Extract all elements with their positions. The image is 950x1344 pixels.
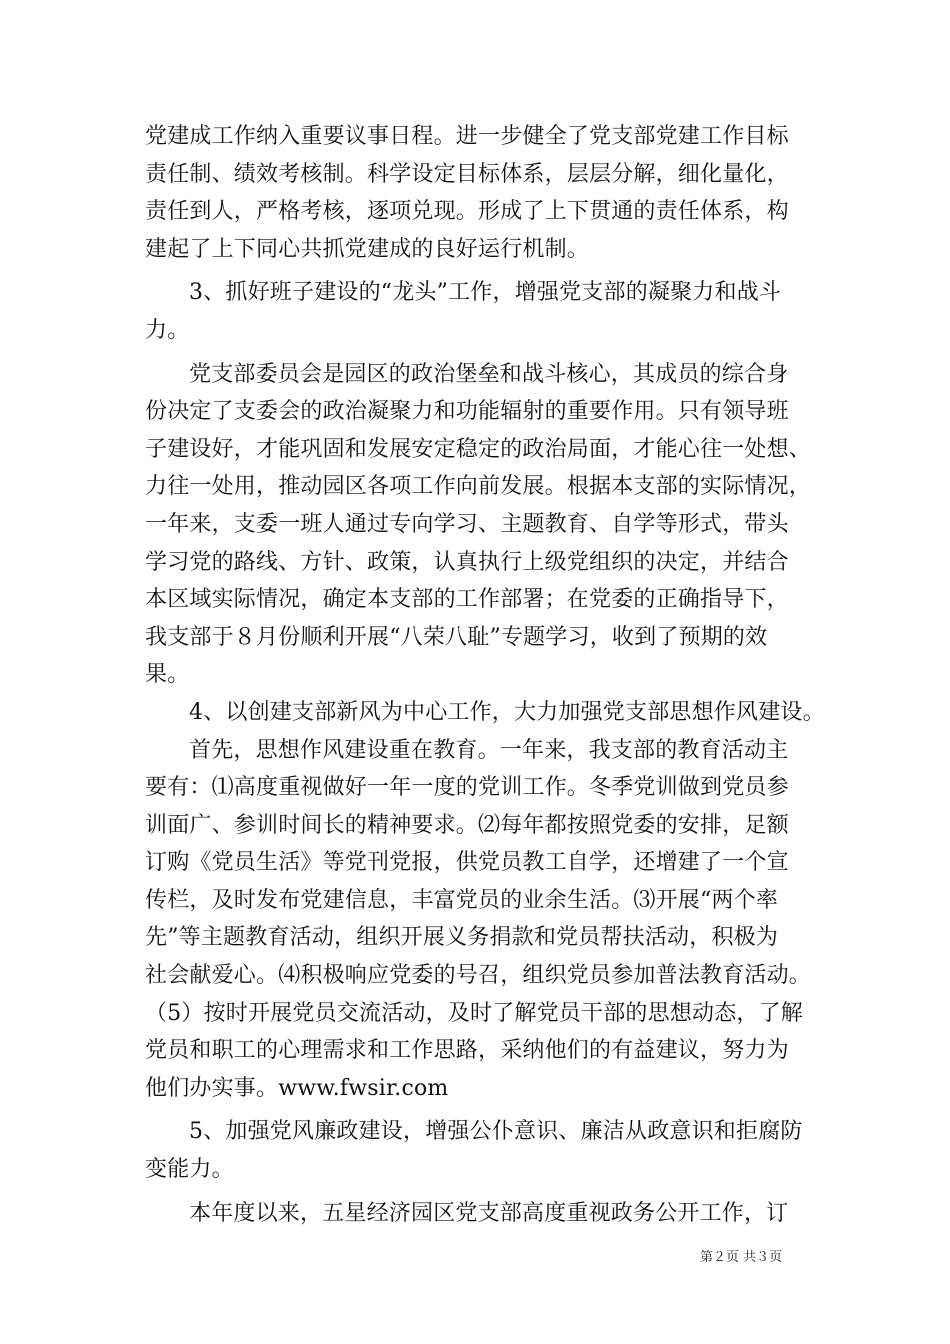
page-number: 第２页 共３页 <box>700 1250 783 1265</box>
text-line: 学习党的路线、方针、政策，认真执行上级党组织的决定，并结合 <box>145 549 789 575</box>
section-heading-4: 4、以创建支部新风为中心工作，大力加强党支部思想作风建设。 <box>189 699 825 725</box>
text-line: 力。 <box>145 317 190 343</box>
text-line: 果。 <box>145 662 190 688</box>
text-line: 份决定了支委会的政治凝聚力和功能辐射的重要作用。只有领导班 <box>145 399 789 425</box>
text-line: 本区域实际情况，确定本支部的工作部署；在党委的正确指导下， <box>145 587 789 613</box>
text-line: 建起了上下同心共抓党建成的良好运行机制。 <box>145 236 590 262</box>
text-line: 订购《党员生活》等党刊党报，供党员教工自学，还增建了一个宣 <box>145 850 789 876</box>
text-line: 先”等主题教育活动，组织开展义务捐款和党员帮扶活动，积极为 <box>145 925 779 951</box>
text-line: 变能力。 <box>145 1157 234 1183</box>
text-line: 社会献爱心。⑷积极响应党委的号召，组织党员参加普法教育活动。 <box>145 963 812 989</box>
text-line: 要有：⑴高度重视做好一年一度的党训工作。冬季党训做到党员参 <box>145 775 789 801</box>
text-line: 党支部委员会是园区的政治堡垒和战斗核心，其成员的综合身 <box>189 361 789 387</box>
text-line: 传栏，及时发布党建信息，丰富党员的业余生活。⑶开展“两个率 <box>145 887 779 913</box>
text-line: 本年度以来，五星经济园区党支部高度重视政务公开工作，订 <box>189 1200 789 1226</box>
section-heading-3: 3、抓好班子建设的“龙头”工作，增强党支部的凝聚力和战斗 <box>189 280 782 306</box>
text-line: 首先，思想作风建设重在教育。一年来，我支部的教育活动主 <box>189 737 789 763</box>
document-body <box>145 118 825 1232</box>
text-line: 力往一处用，推动园区各项工作向前发展。根据本支部的实际情况， <box>145 474 812 500</box>
text-line: 他们办实事。www.fwsir.com <box>145 1075 449 1101</box>
section-heading-5: 5、加强党风廉政建设，增强公仆意识、廉洁从政意识和拒腐防 <box>189 1119 803 1145</box>
text-line: 党员和职工的心理需求和工作思路，采纳他们的有益建议，努力为 <box>145 1038 789 1064</box>
text-line: （5）按时开展党员交流活动，及时了解党员干部的思想动态，了解 <box>145 1000 803 1026</box>
text-line: 责任制、绩效考核制。科学设定目标体系，层层分解，细化量化， <box>145 161 789 187</box>
text-line: 子建设好，才能巩固和发展安定稳定的政治局面，才能心往一处想、 <box>145 436 812 462</box>
text-line: 责任到人，严格考核，逐项兑现。形成了上下贯通的责任体系，构 <box>145 199 789 225</box>
text-line: 训面广、参训时间长的精神要求。⑵每年都按照党委的安排，足额 <box>145 812 789 838</box>
text-line: 一年来，支委一班人通过专向学习、主题教育、自学等形式，带头 <box>145 511 789 537</box>
text-line: 我支部于８月份顺利开展“八荣八耻”专题学习，收到了预期的效 <box>145 624 768 650</box>
text-line: 党建成工作纳入重要议事日程。进一步健全了党支部党建工作目标 <box>145 124 789 149</box>
